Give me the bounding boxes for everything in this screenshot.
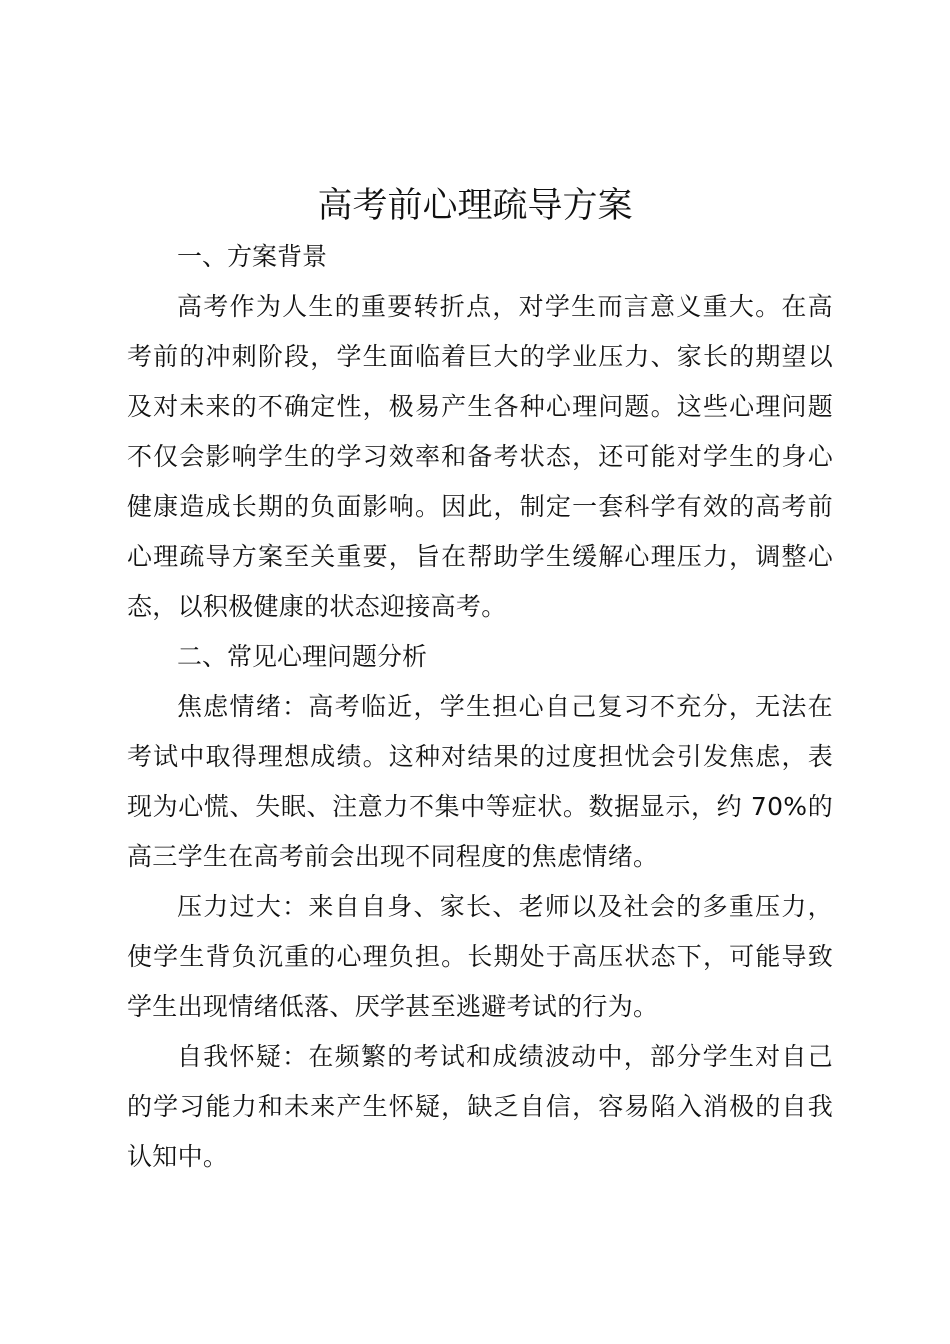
- section-heading-background: 一、方案背景: [177, 242, 328, 271]
- document-body: [127, 232, 833, 1182]
- paragraph-pressure: 压力过大：来自自身、家长、老师以及社会的多重压力，使学生背负沉重的心理负担。长期处于高压状态下，可能导致学生出现情绪低落、厌学甚至逃避考试的行为。: [127, 892, 833, 1021]
- paragraph-self-doubt: 自我怀疑：在频繁的考试和成绩波动中，部分学生对自己的学习能力和未来产生怀疑，缺乏自信，容易陷入消极的自我认知中。: [127, 1042, 833, 1171]
- document-title: 高考前心理疏导方案: [317, 186, 633, 226]
- section-heading-problems: 二、常见心理问题分析: [177, 642, 428, 671]
- paragraph-anxiety: 焦虑情绪：高考临近，学生担心自己复习不充分，无法在考试中取得理想成绩。这种对结果的过度担忧会引发焦虑，表现为心慌、失眠、注意力不集中等症状。数据显示，约 70%的高三学生在高考前会出现不同程度的焦虑情绪。: [127, 692, 833, 871]
- paragraph-background: 高考作为人生的重要转折点，对学生而言意义重大。在高考前的冲刺阶段，学生面临着巨大的学业压力、家长的期望以及对未来的不确定性，极易产生各种心理问题。这些心理问题不仅会影响学生的学习效率和备考状态，还可能对学生的身心健康造成长期的负面影响。因此，制定一套科学有效的高考前心理疏导方案至关重要，旨在帮助学生缓解心理压力，调整心态，以积极健康的状态迎接高考。: [127, 292, 833, 621]
